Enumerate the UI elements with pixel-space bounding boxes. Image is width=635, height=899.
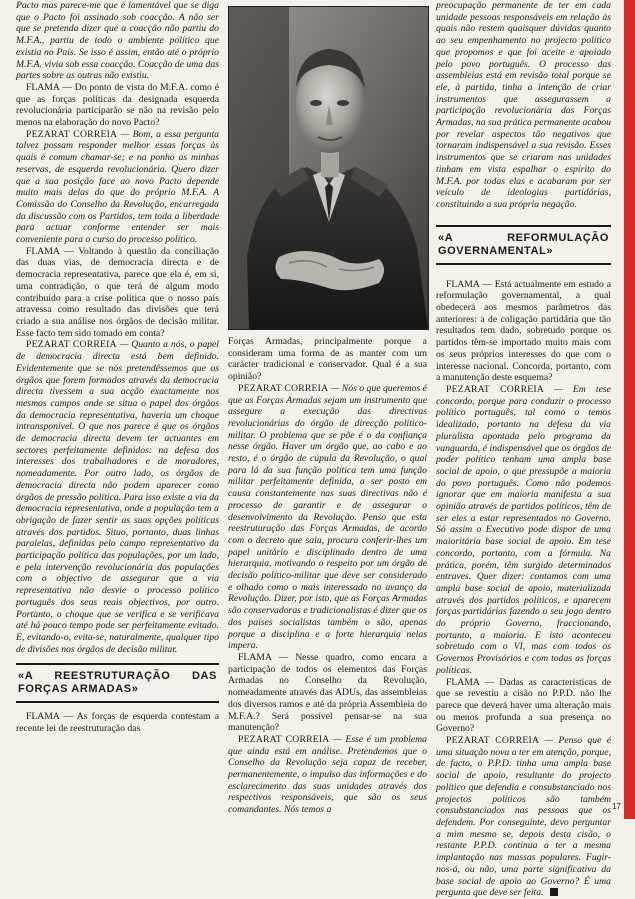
page-number: 17: [612, 802, 621, 811]
answer-text: — Esse é um problema que ainda está em análise. Pretendemos que o Conselho da Revolução seja capaz de receber, permanentemente, o impulso das informações e do esclarecimento das suas unidades através dos respectivos responsáveis, que são os seus comandantes. Nós temos a: [228, 733, 427, 816]
paragraph: preocupação permanente de ter em cada unidade pessoas responsáveis em relação às quais não restem quaisquer dúvidas quanto ao seu empenhamento no projecto político que propomos e que foi aceite e apoiado pelo povo português. O processo das assembleias está em revisão total porque se ele, à partida, tinha a intenção de criar instrumentos que assegurassem a participação revolucionária das Forças Armadas, na sua prática permanente acabou por revelar aspectos tão negativos que tornaram indispensável a sua revisão. Esses instrumentos que se criaram nas unidades tinham em vista espalhar o espírito do M.F.A. por todas elas e acabaram por ser veículo de ideologias partidárias, constituindo a sua própria negação.: [436, 0, 611, 210]
accent-edge-bar: [624, 0, 635, 819]
interviewee-answer: [228, 734, 427, 816]
portrait-photo-illustration: [229, 7, 428, 329]
interviewer-question: FLAMA — As forças de esquerda contestam a recente lei de reestruturação das: [16, 711, 219, 735]
section-heading: «A REESTRUTURAÇÃO DAS FORÇAS ARMADAS»: [16, 663, 219, 703]
section-heading: «A REFORMULAÇÃO GOVERNAMENTAL»: [436, 225, 611, 265]
interviewee-answer: [436, 384, 611, 677]
interviewee-answer: [16, 339, 219, 655]
interviewee-answer: [436, 735, 611, 899]
speaker-name: PEZARAT CORREIA: [238, 382, 329, 394]
answer-text: — Bom, a essa pergunta talvez possam responder melhor essas forças às quais é comum chamar-se; e na ponho as minhas reservas, de esquerda revolucionária. Quero dizer que a sua posição face ao novo Pacto depende muito mais delas do que do próprio M.F.A. A Comissão do Conselho da Revolução, encarregada da discussão com os Partidos, tem toda a liberdade para actuar conforme entender ser mais conveniente para o curso do processo político.: [16, 128, 219, 246]
article-column-1: [16, 0, 219, 819]
article-column-2: [228, 0, 427, 819]
article-column-3: [436, 0, 612, 899]
interviewer-question: FLAMA — Voltando à questão da conciliação das duas vias, de democracia directa e de democracia representativa, parece que ela é, em si, uma contradição, o que terá de algum modo contribuído para a crise política que o nosso país atravessa como resultado das divisões que terá criado a sua análise nos órgãos de decisão militar. Esse facto tem sido tomado em conta?: [16, 245, 219, 339]
interviewer-question: FLAMA — Está actualmente em estudo a reformulação governamental, a qual obedecerá aos mesmos parâmetros das anteriores: a de coligação partidária que tão resultados tem dado, sobretudo porque os partidos têm-se importado muito mais com os seus próprios interesses do que com o interesse nacional. Concorda, portanto, com a manutenção deste esquema?: [436, 278, 611, 384]
interviewee-answer: [228, 383, 427, 652]
speaker-name: PEZARAT CORREIA: [26, 128, 118, 140]
speaker-name: PEZARAT CORREIA: [26, 339, 117, 351]
paragraph: Pacto mas parece-me que é lamentável que se diga que o Pacto foi assinado sob coacção. A não ser que se pretenda dizer que a coacção não partiu do M.F.A., partiu de todo o ambiente político que existia no País. Se isso é assim, então até o próprio M.F.A. vivia sob essa coacção. Coacção de uma das partes sobre as outras não existiu.: [16, 0, 219, 82]
interviewee-answer: [16, 129, 219, 246]
interviewer-question: FLAMA — Nesse quadro, como encara a participação de todos os elementos das Forças Armadas no Conselho da Revolução, nomeadamente através das ADUs, das assembleias dos diversos ramos e até da própria Assembleia do M.F.A.? Será possível pensar-se na sua manutenção?: [228, 651, 427, 734]
answer-text: — Penso que é uma situação nova a ter em atenção, porque, de facto, o P.P.D. tinha uma ampla base social de apoio, resultante do projecto político que defendia e consubstanciado nos projectos políticos são também consubstanciados nas pessoas que os defendem. Por conseguinte, devo perguntar a mim mesmo se, depois desta cisão, o restante P.P.D. continua a ter a mesma implantação nas massas populares. Fugir-nos-á, ou não, uma parte significativa da base social de apoio ao Governo? É uma pergunta que deve ser feita.: [436, 735, 612, 899]
interviewer-question: Forças Armadas, principalmente porque a consideram uma forma de as manter com um carácter tradicional e conservador. Qual é a sua opinião?: [228, 336, 427, 383]
portrait-photo: [228, 6, 429, 330]
speaker-name: PEZARAT CORREIA: [446, 383, 544, 395]
interviewer-question: FLAMA — Dadas as características de que se revestiu a cisão no P.P.D. não lhe parece que deverá haver uma alteração mais ou menos profunda a sua presença no Governo?: [436, 676, 611, 735]
answer-text: — Em tese concordo, porque para conduzir o processo político português, tal como o temos idealizado, portanto na defesa da via pluralista apontada pelo programa da vanguarda, é indispensável que os órgãos de poder político tenham uma ampla base social de apoio, o que pressupõe a maioria do povo português. Como não podemos ignorar que em maioria manifesta a sua opinião através de partidos políticos, têm de ser eles a estar representados no Governo. Só assim o Executivo pode dispor de uma maioritária base social de apoio. Em tese concordo, portanto, com a fórmula. Na prática, porém, têm surgido determinados entraves. Quer dizer: contamos com uma ampla base social de apoio, materializada através dos partidos políticos, e aparecem forças partidárias fazendo o seu jogo dentro do próprio Governo, fraccionando, portanto, a maioria. E isto aconteceu sobretudo com o VI, mas com todos os Governos Provisórios e com todas as forças políticas.: [436, 383, 611, 676]
answer-text: — Quanto a nós, o papel de democracia directa está bem definido. Evidentemente que se nós pretendêssemos que os órgãos que forem formados através da democracia directa tivessem a sua acção exactamente nos mesmos campos onde se situa o papel dos órgãos da democracia representativa, haveria um choque intransponível. O que nos parece é que os órgãos de democracia directa devem ter actuantes em sectores perfeitamente definidos: na defesa dos interesses dos trabalhadores e de moradores, nomeadamente. Por outro lado, os órgãos de democracia directa não podem aparecer como órgãos de pressão política. Para isso existe a via da democracia representativa, onde a população tem a obrigação de fazer sentir as suas opções políticas através dos partidos. Situo, portanto, duas linhas paralelas, definidas pelo campo representativo da participação política das populações, por um lado, e pela intervenção revolucionária das populações com o objectivo de assegurar que a via representativa não desvie o processo político português dos seus reais objectivos, por outro. Portanto, o choque que se verifica e se verificava até há pouco tempo pode ser perfeitamente evitado. E, evitando-o, evita-se, naturalmente, qualquer tipo de divisões nos órgãos de decisão militar.: [16, 339, 219, 655]
interviewer-question: FLAMA — Do ponto de vista do M.F.A. como é que as forças políticas da designada esquerda revolucionária participarão se não na revisão pelo menos na elaboração do novo Pacto?: [16, 81, 219, 129]
end-of-article-mark: [550, 888, 558, 896]
speaker-name: PEZARAT CORREIA: [446, 735, 540, 747]
speaker-name: PEZARAT CORREIA: [238, 733, 330, 745]
answer-text: — Nós o que queremos é que as Forças Armadas sejam um instrumento que assegure a execução das directivas revolucionárias do órgão de direcção político-militar. O problema que se põe é o da confiança nesse órgão. Haver um órgão que, ao cabo e ao resto, é o órgão de cúpula da Revolução, o qual para lá da sua função política tem uma função militar perfeitamente definida, a ser posto em causa constantemente nas suas directivas não é processo de garantir e de assegurar o desenvolvimento da Revolução. Penso que esta reestruturação das Forças Armadas, de acordo com o decreto que saiu, procura conferir-lhes um papel unitário e disciplinado dentro de uma hierarquia, motivando o respeito por um órgão de decisão político-militar que deve ser considerado e olhado como o mais interessado no avanço da Revolução. Dizer, por isto, que as Forças Armadas são conservadoras e tradicionalistas é dizer que os dos países socialistas também o são, apenas porque a disciplina e a forte hierarquia nelas impera.: [228, 382, 427, 652]
